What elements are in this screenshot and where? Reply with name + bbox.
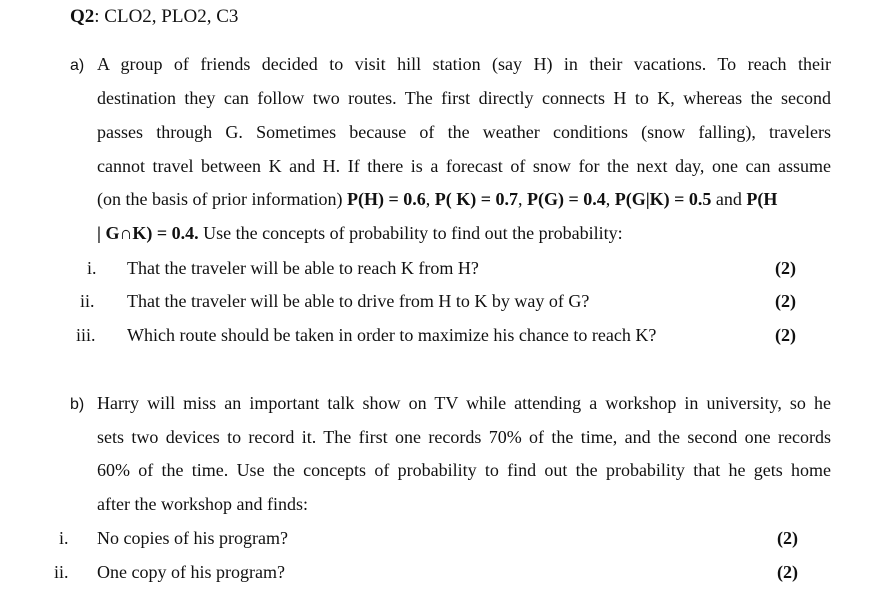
part-b-item-1-marks: (2)	[777, 528, 798, 548]
separator: ,	[605, 189, 615, 209]
question-outcomes: : CLO2, PLO2, C3	[94, 6, 239, 27]
part-a-line-4: cannot travel between K and H. If there is a forecast of snow for the next day, one can assume	[97, 156, 831, 176]
part-b-item-1-text: No copies of his program?	[97, 528, 288, 548]
part-b-line-4: after the workshop and finds:	[97, 494, 308, 514]
prob-g: P(G) = 0.4	[526, 189, 606, 209]
part-b-line-1: Harry will miss an important talk show on TV while attending a workshop in university, so he	[97, 393, 831, 413]
part-b-item-2-text: One copy of his program?	[97, 562, 285, 582]
part-b-item-1-number: i.	[59, 528, 69, 548]
part-a-item-3-text: Which route should be taken in order to maximize his chance to reach K?	[127, 325, 657, 345]
question-label: Q2	[70, 6, 95, 27]
part-b-item-2-number: ii.	[54, 562, 69, 582]
part-a-item-3-number: iii.	[76, 325, 96, 345]
part-a-item-2-number: ii.	[80, 291, 95, 311]
part-a-item-1-text: That the traveler will be able to reach K from H?	[127, 258, 479, 278]
and-word: and	[711, 189, 747, 209]
part-a-marker: a)	[70, 57, 85, 74]
part-a-line-1: A group of friends decided to visit hill station (say H) in their vacations. To reach their	[97, 54, 831, 74]
part-b-marker: b)	[70, 396, 85, 413]
part-b-line-3: 60% of the time. Use the concepts of probability to find out the probability that he gets home	[97, 460, 831, 480]
separator: ,	[517, 189, 527, 209]
separator: ,	[425, 189, 435, 209]
prob-h: P(H) = 0.6	[346, 189, 426, 209]
part-a-item-3-marks: (2)	[775, 325, 796, 345]
question-heading	[70, 6, 238, 28]
part-b-line-2: sets two devices to record it. The first one records 70% of the time, and the second one records	[97, 427, 831, 447]
prior-info-text: (on the basis of prior information)	[97, 189, 347, 209]
part-a-line-2: destination they can follow two routes. The first directly connects H to K, whereas the second	[97, 88, 831, 108]
instruction-text: Use the concepts of probability to find out the probability:	[198, 223, 623, 243]
part-b-item-2-marks: (2)	[777, 562, 798, 582]
part-a-line-3: passes through G. Sometimes because of the weather conditions (snow falling), travelers	[97, 122, 831, 142]
part-a-item-1-marks: (2)	[775, 258, 796, 278]
part-a-item-1-number: i.	[87, 258, 97, 278]
part-a-item-2-marks: (2)	[775, 291, 796, 311]
part-a-line-5	[97, 189, 777, 210]
part-a-line-6	[97, 223, 623, 244]
prob-h-given-gk-end: | G∩K) = 0.4.	[97, 223, 199, 243]
prob-k: P( K) = 0.7	[434, 189, 518, 209]
prob-h-given-gk-start: P(H	[746, 189, 778, 209]
part-a-item-2-text: That the traveler will be able to drive from H to K by way of G?	[127, 291, 590, 311]
prob-g-given-k: P(G|K) = 0.5	[614, 189, 712, 209]
